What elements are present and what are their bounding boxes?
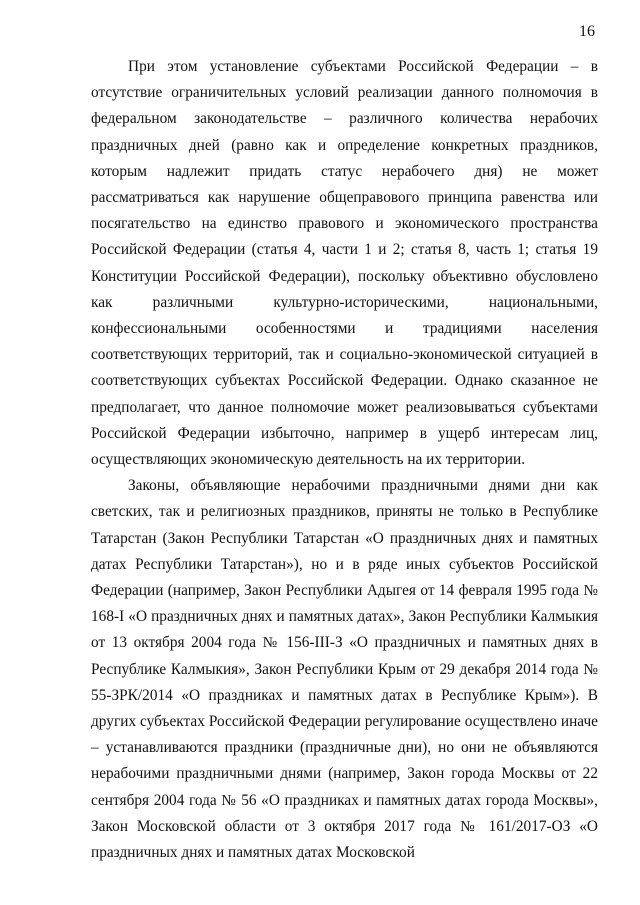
document-body (91, 54, 598, 866)
page-number: 16 (579, 23, 595, 40)
paragraph-2: Законы, объявляющие нерабочими праздничными днями дни как светских, так и религиозных праздников, приняты не только в Республике Татарстан (Закон Республики Татарстан «О праздничных днях и памятных датах Республики Татарстан»), но и в ряде иных субъектов Российской Федерации (например, Закон Республики Адыгея от 14 февраля 1995 года № 168-I «О праздничных днях и памятных датах», Закон Республики Калмыкия от 13 октября 2004 года № 156-III-З «О праздничных и памятных днях в Республике Калмыкия», Закон Республики Крым от 29 декабря 2014 года № 55-ЗРК/2014 «О праздниках и памятных датах в Республике Крым»). В других субъектах Российской Федерации регулирование осуществлено иначе – устанавливаются праздники (праздничные дни), но они не объявляются нерабочими праздничными днями (например, Закон города Москвы от 22 сентября 2004 года № 56 «О праздниках и памятных датах города Москвы», Закон Московской области от 3 октября 2017 года № 161/2017-ОЗ «О праздничных днях и памятных датах Московской (91, 477, 598, 862)
paragraph-1: При этом установление субъектами Российской Федерации – в отсутствие ограничительных условий реализации данного полномочия в федеральном законодательстве – различного количества нерабочих праздничных дней (равно как и определение конкретных праздников, которым надлежит придать статус нерабочего дня) не может рассматриваться как нарушение общеправового принципа равенства или посягательство на единство правового и экономического пространства Российской Федерации (статья 4, части 1 и 2; статья 8, часть 1; статья 19 Конституции Российской Федерации), поскольку объективно обусловлено как различными культурно-историческими, национальными, конфессиональными особенностями и традициями населения соответствующих территорий, так и социально-экономической ситуацией в соответствующих субъектах Российской Федерации. Однако сказанное не предполагает, что данное полномочие может реализовываться субъектами Российской Федерации избыточно, например в ущерб интересам лиц, осуществляющих экономическую деятельность на их территории. (91, 58, 598, 469)
